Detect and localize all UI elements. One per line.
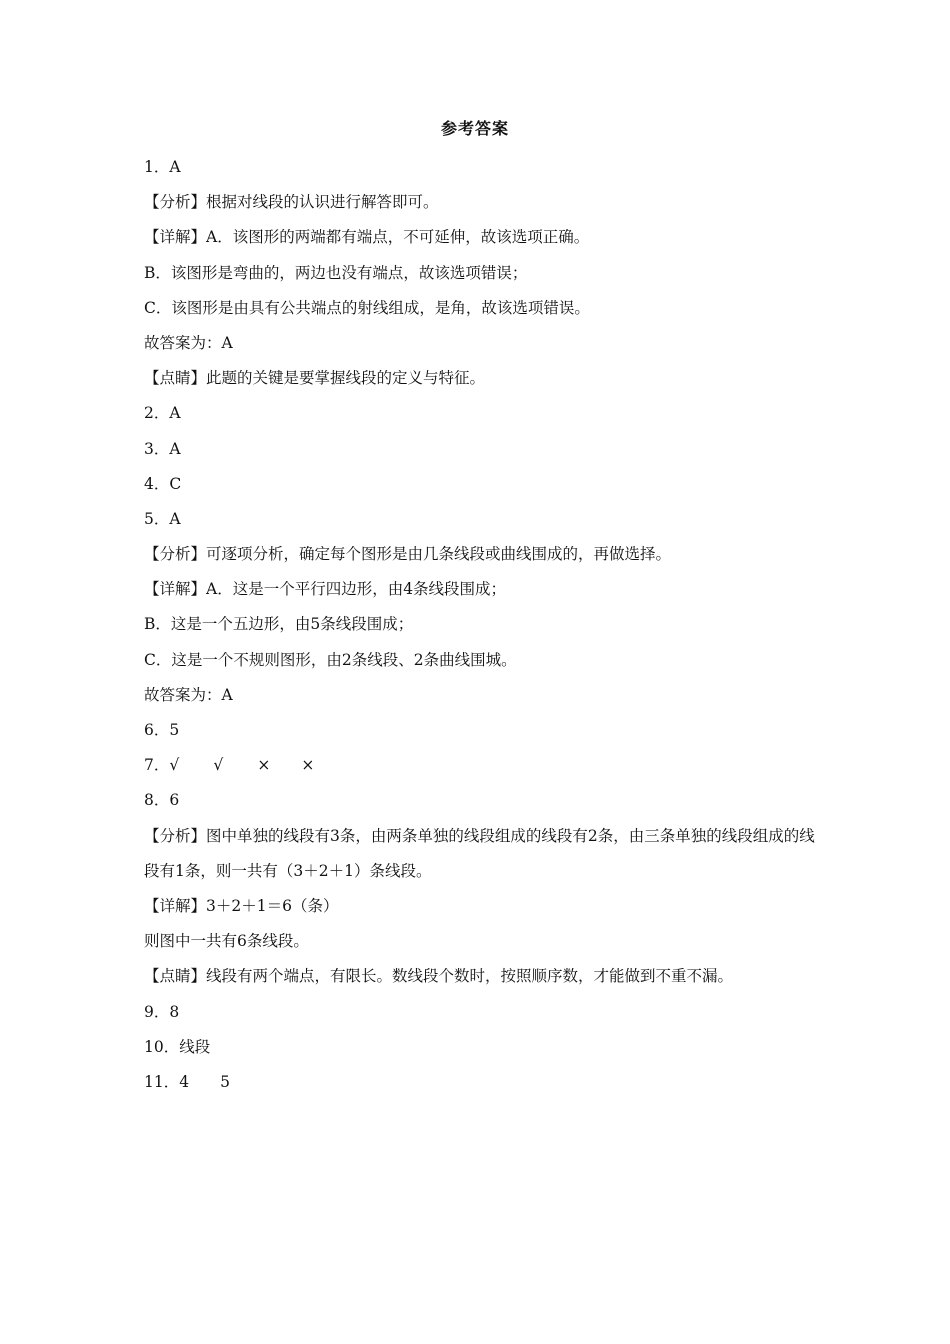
detail-line: C．该图形是由具有公共端点的射线组成，是角，故该选项错误。 [144,298,590,317]
answer-line: 3．A [144,439,181,458]
question-number: 7． [144,756,170,775]
detail-line: 则图中一共有6条线段。 [144,932,309,951]
answer-line: 2．A [144,404,181,423]
conclusion-line: 故答案为：A [144,333,233,352]
analysis-line: 【分析】可逐项分析，确定每个图形是由几条线段或曲线围成的，再做选择。 [144,545,672,564]
detail-line: B．这是一个五边形，由5条线段围成； [144,615,414,634]
answer-content [144,150,824,1100]
answer-line: 4．C [144,474,182,493]
detail-line: C．这是一个不规则图形，由2条线段、2条曲线围城。 [144,650,517,669]
detail-line: B．该图形是弯曲的，两边也没有端点，故该选项错误； [144,263,528,282]
detail-line: 【详解】A．这是一个平行四边形，由4条线段围成； [144,580,507,599]
detail-line: 【详解】A．该图形的两端都有端点，不可延伸，故该选项正确。 [144,228,590,247]
cross-mark: × [257,756,271,775]
comment-line: 【点睛】此题的关键是要掌握线段的定义与特征。 [144,369,486,388]
cross-mark: × [301,756,315,775]
analysis-line: 【分析】根据对线段的认识进行解答即可。 [144,193,439,212]
answer-line: 8．6 [144,791,180,810]
answer-line: 5．A [144,509,181,528]
answer-line: 9．8 [144,1002,180,1021]
answer-line: 6．5 [144,721,180,739]
check-mark: √ [213,756,224,775]
comment-line: 【点睛】线段有两个端点，有限长。数线段个数时，按照顺序数，才能做到不重不漏。 [144,967,734,986]
answer-line: 10．线段 [144,1037,211,1056]
check-mark: √ [169,756,180,775]
conclusion-line: 故答案为：A [144,685,233,704]
answer-line-q7 [144,748,824,783]
answer-line: 1．A [144,158,181,176]
answer-line: 11．4 5 [144,1072,230,1091]
detail-line: 【详解】3＋2＋1＝6（条） [144,896,339,915]
page-title: 参考答案 [440,119,509,138]
analysis-line: 【分析】图中单独的线段有3条，由两条单独的线段组成的线段有2条，由三条单独的线段组成的线段有1条，则一共有（3＋2＋1）条线段。 [144,826,815,880]
